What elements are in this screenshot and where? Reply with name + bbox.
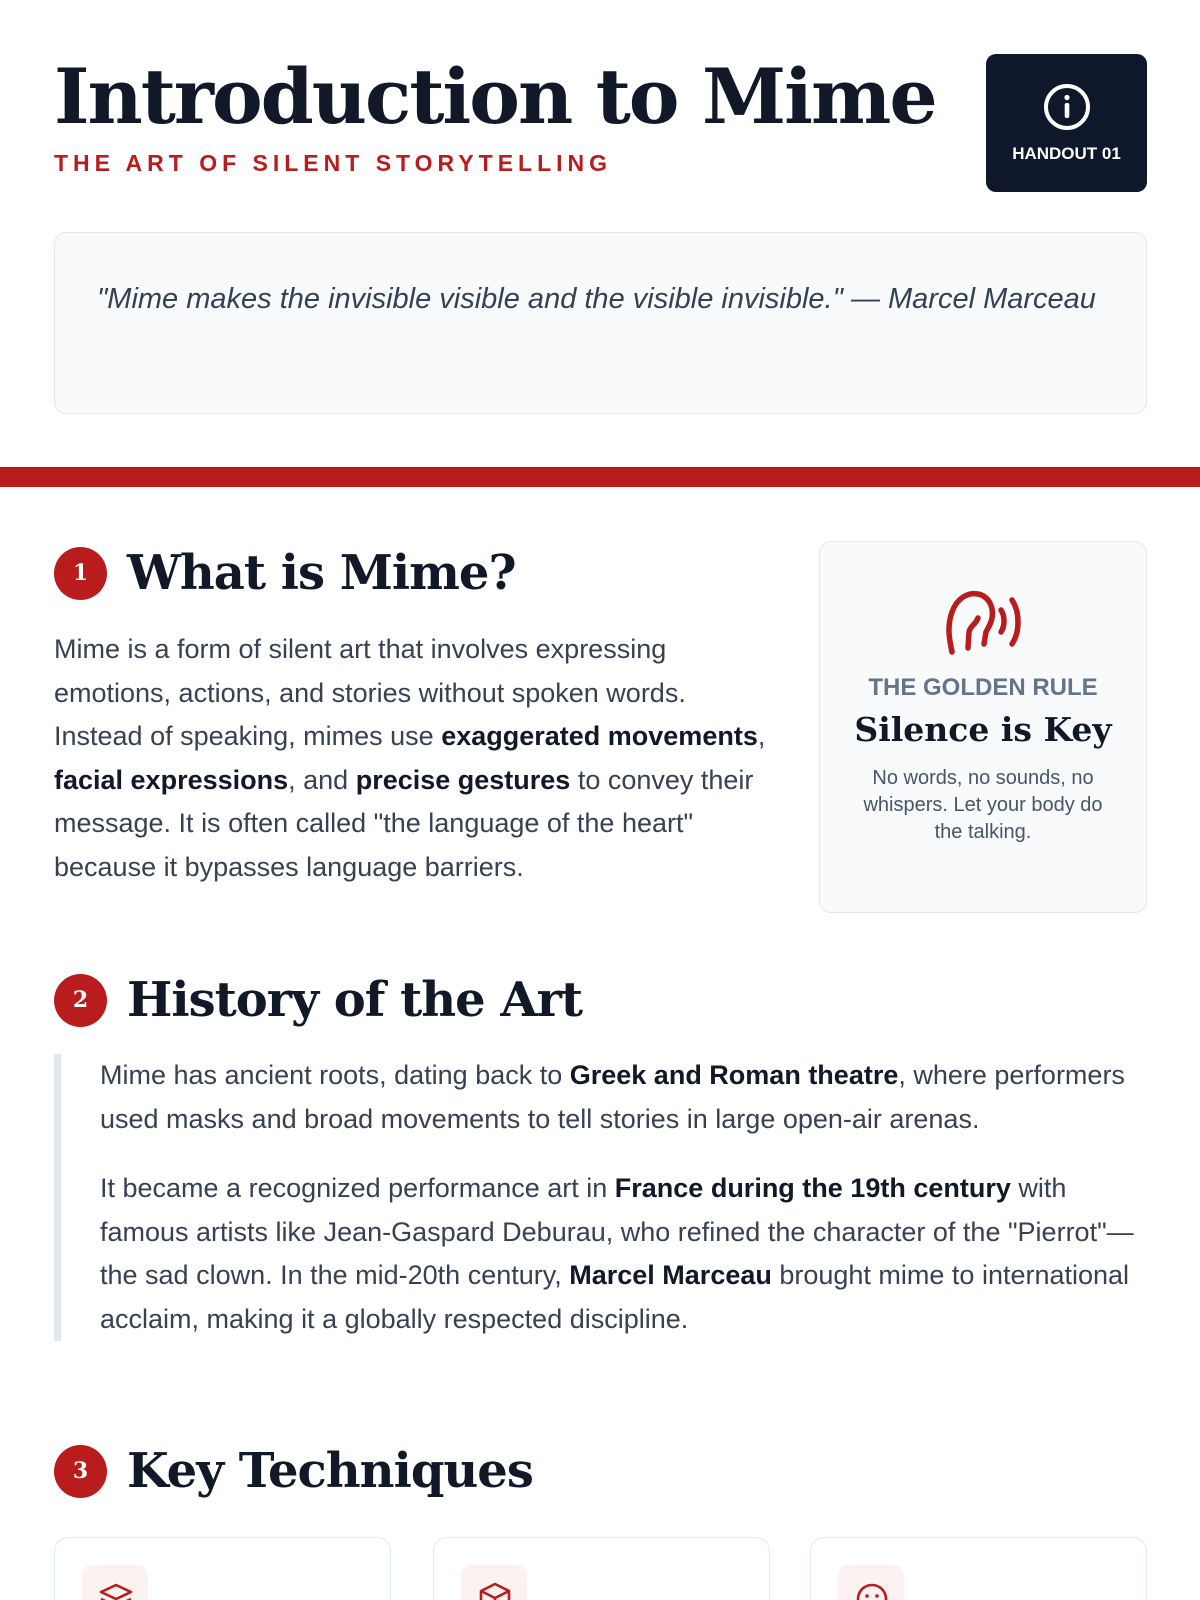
layers-icon bbox=[98, 1581, 134, 1600]
emphasis-text: France during the 19th century bbox=[614, 1173, 1011, 1203]
emphasis-text: exaggerated movements bbox=[441, 721, 758, 751]
box-icon bbox=[477, 1581, 513, 1600]
page-title: Introduction to Mime bbox=[54, 52, 936, 141]
emphasis-text: Marcel Marceau bbox=[569, 1260, 772, 1290]
technique-icon-wrap bbox=[461, 1565, 527, 1600]
section-title: What is Mime? bbox=[127, 545, 516, 601]
section-number: 3 bbox=[54, 1445, 107, 1498]
handout-badge bbox=[986, 54, 1147, 192]
emphasis-text: facial expressions bbox=[54, 764, 289, 795]
quote-box bbox=[54, 232, 1147, 414]
technique-icon-wrap bbox=[82, 1565, 148, 1600]
info-icon bbox=[1042, 82, 1092, 132]
section-title: Key Techniques bbox=[127, 1443, 533, 1499]
history-paragraph: It became a recognized performance art in France during the 19th century with famous artists like Jean-Gaspard Deburau, who refined the character of the "Pierrot"—the sad clown. In the mid-20th century, Marcel Marceau brought mime to international acclaim, making it a globally respected discipline. bbox=[100, 1173, 1134, 1334]
section-heading-what-is-mime bbox=[54, 543, 516, 603]
golden-rule-title: Silence is Key bbox=[854, 710, 1112, 749]
technique-card bbox=[810, 1537, 1147, 1600]
section-number: 1 bbox=[54, 547, 107, 600]
quote-text: "Mime makes the invisible visible and the visible invisible." — Marcel Marceau bbox=[97, 283, 1096, 315]
section-title: History of the Art bbox=[127, 972, 583, 1028]
face-icon bbox=[854, 1581, 890, 1600]
page-header bbox=[54, 54, 1147, 194]
emphasis-text: Greek and Roman theatre bbox=[569, 1060, 899, 1090]
technique-card bbox=[433, 1537, 770, 1600]
badge-label: HANDOUT 01 bbox=[1012, 144, 1121, 163]
section-number: 2 bbox=[54, 974, 107, 1027]
golden-rule-card bbox=[819, 541, 1147, 913]
what-is-mime-text: Mime is a form of silent art that involves expressing emotions, actions, and stories without spoken words. Instead of speaking, mimes use exaggerated movements, facial expressions, and precise gestures to convey their message. It is often called "the language of the heart" because it bypasses language barriers. bbox=[54, 634, 766, 882]
page-subtitle: THE ART OF SILENT STORYTELLING bbox=[54, 150, 613, 176]
section-heading-history bbox=[54, 970, 582, 1030]
section-divider bbox=[0, 467, 1200, 487]
technique-card bbox=[54, 1537, 391, 1600]
history-paragraph: Mime has ancient roots, dating back to Greek and Roman theatre, where performers used masks and broad movements to tell stories in large open-air arenas. bbox=[100, 1060, 1125, 1134]
speaking-head-icon bbox=[944, 586, 1026, 658]
golden-rule-description: No words, no sounds, no whispers. Let your body do the talking. bbox=[863, 767, 1103, 843]
technique-icon-wrap bbox=[838, 1565, 904, 1600]
emphasis-text: precise gestures bbox=[355, 764, 571, 795]
golden-rule-eyebrow: THE GOLDEN RULE bbox=[868, 674, 1098, 701]
history-blockquote bbox=[54, 1054, 1147, 1341]
section-heading-key-techniques bbox=[54, 1441, 533, 1501]
